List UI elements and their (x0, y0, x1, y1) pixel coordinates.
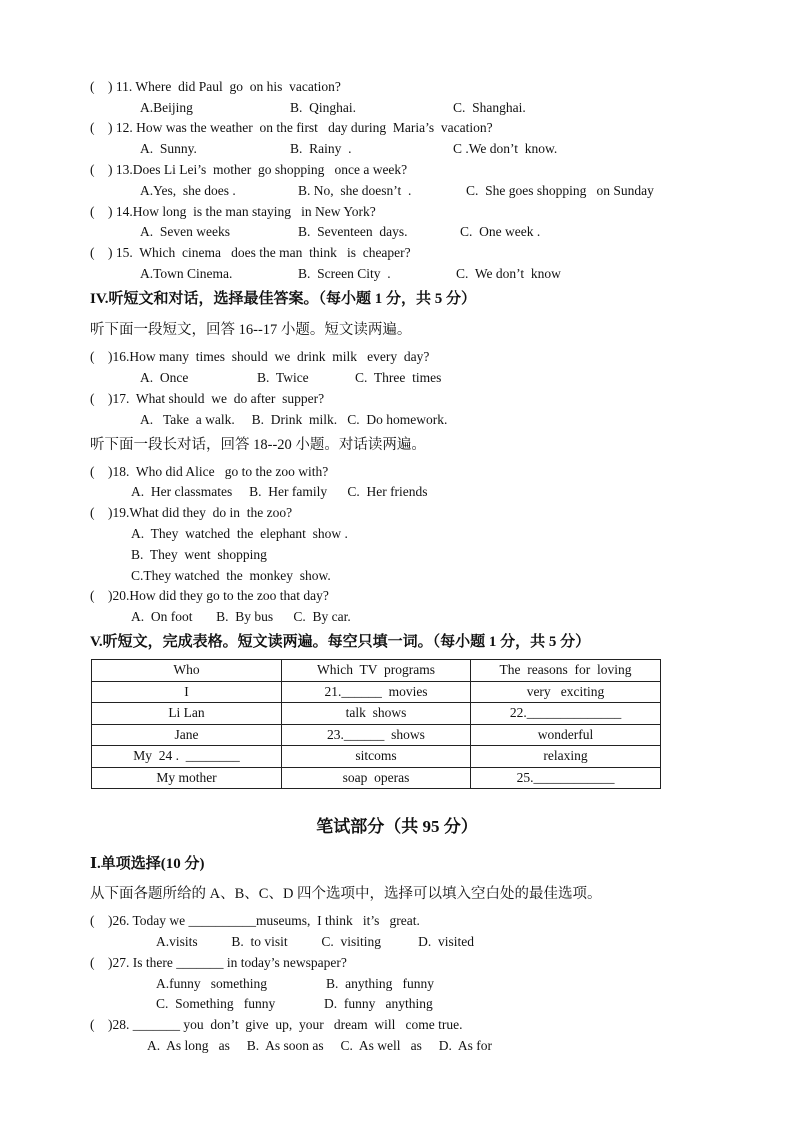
table-cell: Jane (92, 724, 282, 746)
q12-stem: ( ) 12. How was the weather on the first day during Maria’s vacation? (90, 120, 493, 135)
q20-stem: ( )20.How did they go to the zoo that day? (90, 588, 329, 603)
q27-option-c: C. Something funny (156, 996, 276, 1011)
q12-option-b: B. Rainy . (290, 141, 352, 156)
table-cell: 22.______________ (471, 703, 661, 725)
table-header-row (92, 660, 661, 682)
q26-stem (90, 913, 420, 929)
written-section-1-title: Ⅰ.单项选择(10 分) (90, 856, 205, 872)
q18-options: A. Her classmates B. Her family C. Her friends (131, 484, 428, 499)
q14-stem: ( ) 14.How long is the man staying in New York? (90, 204, 376, 219)
q16-option-a: A. Once (140, 370, 189, 385)
table-cell: sitcoms (282, 746, 471, 768)
q14-option-b: B. Seventeen days. (298, 224, 408, 239)
table-row (92, 746, 661, 768)
table-cell: 25.____________ (471, 767, 661, 789)
q26-options: A.visits B. to visit C. visiting D. visited (156, 934, 475, 949)
q20-options: A. On foot B. By bus C. By car. (131, 609, 351, 624)
q27-stem-post: in today’s newspaper? (223, 955, 347, 970)
q28-blank: _______ (132, 1017, 180, 1032)
q14-option-c: C. One week . (460, 224, 541, 239)
table-cell: relaxing (471, 746, 661, 768)
q13-option-a: A.Yes, she does . (140, 183, 236, 198)
listening-table (91, 659, 661, 789)
q28-stem-pre: ( )28. (90, 1017, 133, 1032)
table-row (92, 703, 661, 725)
table-header-cell: Who (92, 660, 282, 682)
written-instruction: 从下面各题所给的 A、B、C、D 四个选项中，选择可以填入空白处的最佳选项。 (90, 886, 602, 902)
q16-option-b: B. Twice (257, 370, 309, 385)
q14-option-a: A. Seven weeks (140, 224, 230, 239)
q15-stem: ( ) 15. Which cinema does the man think is cheaper? (90, 245, 411, 260)
section-4-instruction-2: 听下面一段长对话，回答 18--20 小题。对话读两遍。 (90, 437, 426, 453)
q27-stem (90, 955, 347, 971)
q15-option-a: A.Town Cinema. (140, 266, 233, 281)
table-cell: 23.______ shows (282, 724, 471, 746)
q13-option-c: C. She goes shopping on Sunday (466, 183, 654, 198)
q12-option-a: A. Sunny. (140, 141, 197, 156)
q17-stem: ( )17. What should we do after supper? (90, 391, 325, 406)
section-4-instruction-1: 听下面一段短文，回答 16--17 小题。短文读两遍。 (90, 322, 412, 338)
q19-option-c: C.They watched the monkey show. (131, 568, 331, 583)
table-cell: Li Lan (92, 703, 282, 725)
section-4-title: IV.听短文和对话，选择最佳答案。（每小题 1 分，共 5 分） (90, 291, 476, 307)
table-cell: very exciting (471, 681, 661, 703)
q11-option-a: A.Beijing (140, 100, 193, 115)
q19-option-a: A. They watched the elephant show . (131, 526, 348, 541)
q11-option-b: B. Qinghai. (290, 100, 356, 115)
table-cell: I (92, 681, 282, 703)
table-row (92, 767, 661, 789)
q19-option-b: B. They went shopping (131, 547, 267, 562)
table-cell: My mother (92, 767, 282, 789)
q11-stem: ( ) 11. Where did Paul go on his vacation? (90, 79, 341, 94)
written-part-title: 笔试部分（共 95 分） (316, 817, 478, 836)
q16-stem: ( )16.How many times should we drink milk every day? (90, 349, 430, 364)
q27-stem-pre: ( )27. Is there (90, 955, 177, 970)
q26-blank: __________ (188, 913, 257, 928)
table-row (92, 724, 661, 746)
q27-option-a: A.funny something (156, 976, 267, 991)
q27-option-b: B. anything funny (326, 976, 434, 991)
q11-option-c: C. Shanghai. (453, 100, 526, 115)
table-row (92, 681, 661, 703)
q28-stem (90, 1017, 462, 1033)
table-cell: My 24 . ________ (92, 746, 282, 768)
q28-stem-post: you don’t give up, your dream will come true. (180, 1017, 463, 1032)
q12-option-c: C .We don’t know. (453, 141, 558, 156)
q27-option-d: D. funny anything (324, 996, 433, 1011)
q15-option-c: C. We don’t know (456, 266, 561, 281)
table-header-cell: Which TV programs (282, 660, 471, 682)
table-cell: soap operas (282, 767, 471, 789)
q15-option-b: B. Screen City . (298, 266, 391, 281)
section-5-title: V.听短文，完成表格。短文读两遍。每空只填一词。（每小题 1 分，共 5 分） (90, 634, 591, 650)
q26-stem-pre: ( )26. Today we (90, 913, 189, 928)
q13-option-b: B. No, she doesn’t . (298, 183, 412, 198)
q18-stem: ( )18. Who did Alice go to the zoo with? (90, 464, 329, 479)
table-cell: 21.______ movies (282, 681, 471, 703)
q28-options: A. As long as B. As soon as C. As well as D. As for (147, 1038, 493, 1053)
q19-stem: ( )19.What did they do in the zoo? (90, 505, 293, 520)
q27-blank: _______ (176, 955, 224, 970)
table-header-cell: The reasons for loving (471, 660, 661, 682)
table-cell: talk shows (282, 703, 471, 725)
table-cell: wonderful (471, 724, 661, 746)
q16-option-c: C. Three times (355, 370, 442, 385)
q26-stem-post: museums, I think it’s great. (256, 913, 420, 928)
q17-options: A. Take a walk. B. Drink milk. C. Do homework. (140, 412, 448, 427)
q13-stem: ( ) 13.Does Li Lei’s mother go shopping once a week? (90, 162, 408, 177)
